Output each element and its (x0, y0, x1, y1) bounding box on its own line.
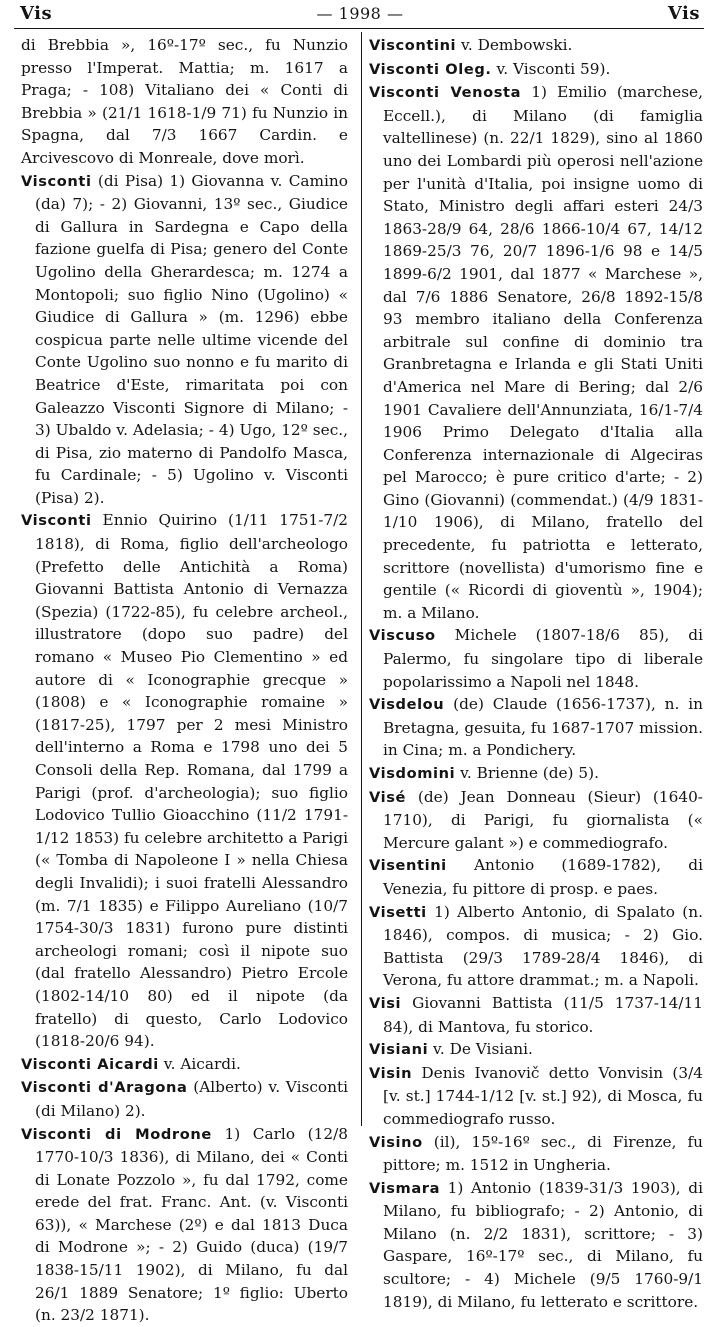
entry-headword: Visdelou (369, 696, 445, 714)
entry-headword: Visconti Venosta (369, 84, 522, 102)
dictionary-entry (369, 693, 703, 762)
dictionary-entry (369, 1131, 703, 1177)
entry-text: (Alberto) v. Visconti (di Milano) 2). (35, 1078, 348, 1120)
entry-headword: Visdomini (369, 765, 456, 782)
dictionary-entry (369, 81, 703, 624)
entry-headword: Visi (369, 994, 402, 1012)
entry-text: Giovanni Battista (11/5 1737-14/11 84), di Mantova, fu storico. (383, 993, 703, 1036)
right-column (369, 34, 703, 1311)
dictionary-entry (369, 1062, 703, 1131)
entry-headword: Visé (369, 788, 407, 806)
entry-text: Antonio (1689-1782), di Venezia, fu pittore di prosp. e paes. (383, 856, 703, 898)
entry-text: v. Aicardi. (163, 1054, 241, 1073)
dictionary-entry (21, 1123, 348, 1327)
entry-text: 1) Antonio (1839-31/3 1903), di Milano, fu bibliografo; - 2) Antonio, di Milano (n. 2/2 1831), scrittore; - 3) Gaspare, 16º-17º sec., di Milano, fu scultore; - 4) Michele (9/5 1760-9/1 1819), di Milano, fu letterato e scrittore. (383, 1178, 703, 1311)
entry-headword: Visetti (369, 903, 427, 921)
entry-text: 1) Alberto Antonio, di Spalato (n. 1846), compos. di musica; - 2) Gio. Battista (29/3 1789-28/4 1846), di Verona, fu attore drammat.; m. a Napoli. (383, 902, 703, 990)
dictionary-entry (369, 624, 703, 693)
entry-text: 1) Emilio (marchese, Eccell.), di Milano (di famiglia valtellinese) (n. 22/1 1829), sino al 1860 uno dei Lombardi più operosi nell'azione per l'unità d'Italia, poi insigne uomo di Stato, Ministro degli affari esteri 24/3 1863-28/9 64, 28/6 1866-10/4 67, 14/12 1869-25/3 76, 20/7 1896-1/6 98 e 14/5 1899-6/2 1901, dal 1877 « Marchese », dal 7/6 1886 Senatore, 26/8 1892-15/8 93 membro italiano della Conferenza arbitrale sul confine di dominio tra Granbretagna e Irlanda e gli Stati Uniti d'America nel Mare di Bering; dal 2/6 1901 Cavaliere dell'Annunziata, 16/1-7/4 1906 Primo Delegato d'Italia alla Conferenza internazionale di Algeciras pel Marocco; è pure critico d'arte; - 2) Gino (Giovanni) (commendat.) (4/9 1831-1/10 1906), di Milano, fratello del precedente, fu patriotta e letterato, scrittore (novellista) d'umorismo fine e gentile (« Ricordi di gioventù », 1904); m. a Milano. (383, 83, 703, 622)
entry-headword: Visin (369, 1064, 413, 1082)
entry-text: v. Visconti 59). (496, 59, 611, 78)
entry-headword: Visentini (369, 857, 447, 875)
dictionary-entry (369, 1038, 703, 1062)
dictionary-entry (369, 992, 703, 1038)
entry-text: (di Pisa) 1) Giovanna v. Camino (da) 7); - 2) Giovanni, 13º sec., Giudice di Gallura in Sardegna e Capo della fazione guelfa di Pisa; genero del Conte Ugolino della Gherardesca; m. 1274 a Montopoli; suo figlio Nino (Ugolino) « Giudice di Gallura » (m. 1296) ebbe cospicua parte nelle ultime vicende del Conte Ugolino suo nonno e fu marito di Beatrice d'Este, rimaritata poi con Galeazzo Visconti Signore di Milano; - 3) Ubaldo v. Adelasia; - 4) Ugo, 12º sec., di Pisa, zio materno di Pandolfo Masca, fu Cardinale; - 5) Ugolino v. Visconti (Pisa) 2). (35, 171, 348, 507)
entry-headword: Visconti (21, 512, 92, 530)
header-left: Vis (20, 3, 53, 24)
entry-headword: Visiani (369, 1041, 429, 1059)
header-right: Vis (667, 3, 700, 24)
dictionary-entry (369, 762, 703, 786)
entry-text: (il), 15º-16º sec., di Firenze, fu pittore; m. 1512 in Ungheria. (383, 1132, 703, 1175)
dictionary-entry (21, 34, 348, 170)
entry-text: Michele (1807-18/6 85), di Palermo, fu singolare tipo di liberale popolarissimo a Napoli nel 1848. (383, 626, 703, 691)
entry-headword: Vismara (369, 1179, 441, 1197)
entry-headword: Viscuso (369, 627, 436, 645)
entry-text: v. Brienne (de) 5). (460, 764, 599, 782)
dictionary-entry (369, 34, 703, 58)
page-number: — 1998 — (316, 4, 404, 23)
dictionary-entry (21, 1053, 348, 1077)
dictionary-entry (369, 901, 703, 992)
entry-text: Denis Ivanovič detto Vonvisin (3/4 [v. st.] 1744-1/12 [v. st.] 92), di Mosca, fu commediografo russo. (383, 1063, 703, 1128)
entry-headword: Visino (369, 1133, 423, 1151)
entry-headword: Viscontini (369, 37, 457, 54)
dictionary-entry (369, 854, 703, 900)
dictionary-entry (21, 509, 348, 1052)
entry-headword: Visconti d'Aragona (21, 1079, 188, 1097)
entry-headword: Visconti Aicardi (21, 1055, 159, 1073)
dictionary-entry (21, 170, 348, 510)
entry-headword: Visconti (21, 172, 92, 190)
header-rule (14, 28, 704, 29)
entry-text: Ennio Quirino (1/11 1751-7/2 1818), di Roma, figlio dell'archeologo (Prefetto delle Antichità a Roma) Giovanni Battista Antonio di Vernazza (Spezia) (1722-85), fu celebre archeol., illustratore (dopo suo padre) del romano « Museo Pio Clementino » ed autore di « Iconographie grecque » (1808) e « Iconographie romaine » (1817-25), 1797 per 2 mesi Ministro dell'interno a Roma e 1798 uno dei 5 Consoli della Rep. Romana, dal 1799 a Parigi (prof. d'archeologia); suo figlio Lodovico Tullio Gioacchino (11/2 1791-1/12 1853) fu celebre architetto a Parigi (« Tomba di Napoleone I » nella Chiesa degli Invalidi); i suoi fratelli Alessandro (m. 7/1 1835) e Filippo Aureliano (10/7 1754-30/3 1831) furono pure distinti archeologi romani; così il nipote suo (dal fratello Alessandro) Pietro Ercole (1802-14/10 80) ed il nipote (da fratello) di questo, Carlo Lodovico (1818-20/6 94). (35, 511, 348, 1051)
entry-text: v. Dembowski. (461, 36, 573, 54)
dictionary-entry (369, 786, 703, 855)
page-header (10, 3, 710, 25)
entry-text: (de) Claude (1656-1737), n. in Bretagna, gesuita, fu 1687-1707 mission. in Cina; m. a Pondichery. (383, 695, 703, 760)
entry-text: 1) Carlo (12/8 1770-10/3 1836), di Milano, dei « Conti di Lonate Pozzolo », fu dal 1792, come erede del frat. Franc. Ant. (v. Visconti 63)), « Marchese (2º) e dal 1813 Duca di Modrone »; - 2) Guido (duca) (19/7 1838-15/11 1902), di Milano, fu dal 26/1 1889 Senatore; 1º figlio: Uberto (n. 23/2 1871). (35, 1124, 348, 1325)
column-divider (361, 32, 362, 1126)
entry-text: di Brebbia », 16º-17º sec., fu Nunzio presso l'Imperat. Mattia; m. 1617 a Praga; - 108) Vitaliano dei « Conti di Brebbia » (21/1 1618-1/9 71) fu Nunzio in Spagna, dal 7/3 1667 Cardin. e Arcivescovo di Monreale, dove morì. (21, 36, 348, 167)
entry-headword: Visconti Oleg. (369, 60, 492, 78)
entry-text: (de) Jean Donneau (Sieur) (1640-1710), di Parigi, fu giornalista (« Mercure galant ») e commediografo. (383, 787, 703, 852)
left-column (21, 34, 348, 1325)
dictionary-entry (369, 58, 703, 82)
entry-headword: Visconti di Modrone (21, 1125, 212, 1143)
dictionary-entry (369, 1177, 703, 1314)
entry-text: v. De Visiani. (433, 1040, 533, 1059)
dictionary-entry (21, 1076, 348, 1122)
